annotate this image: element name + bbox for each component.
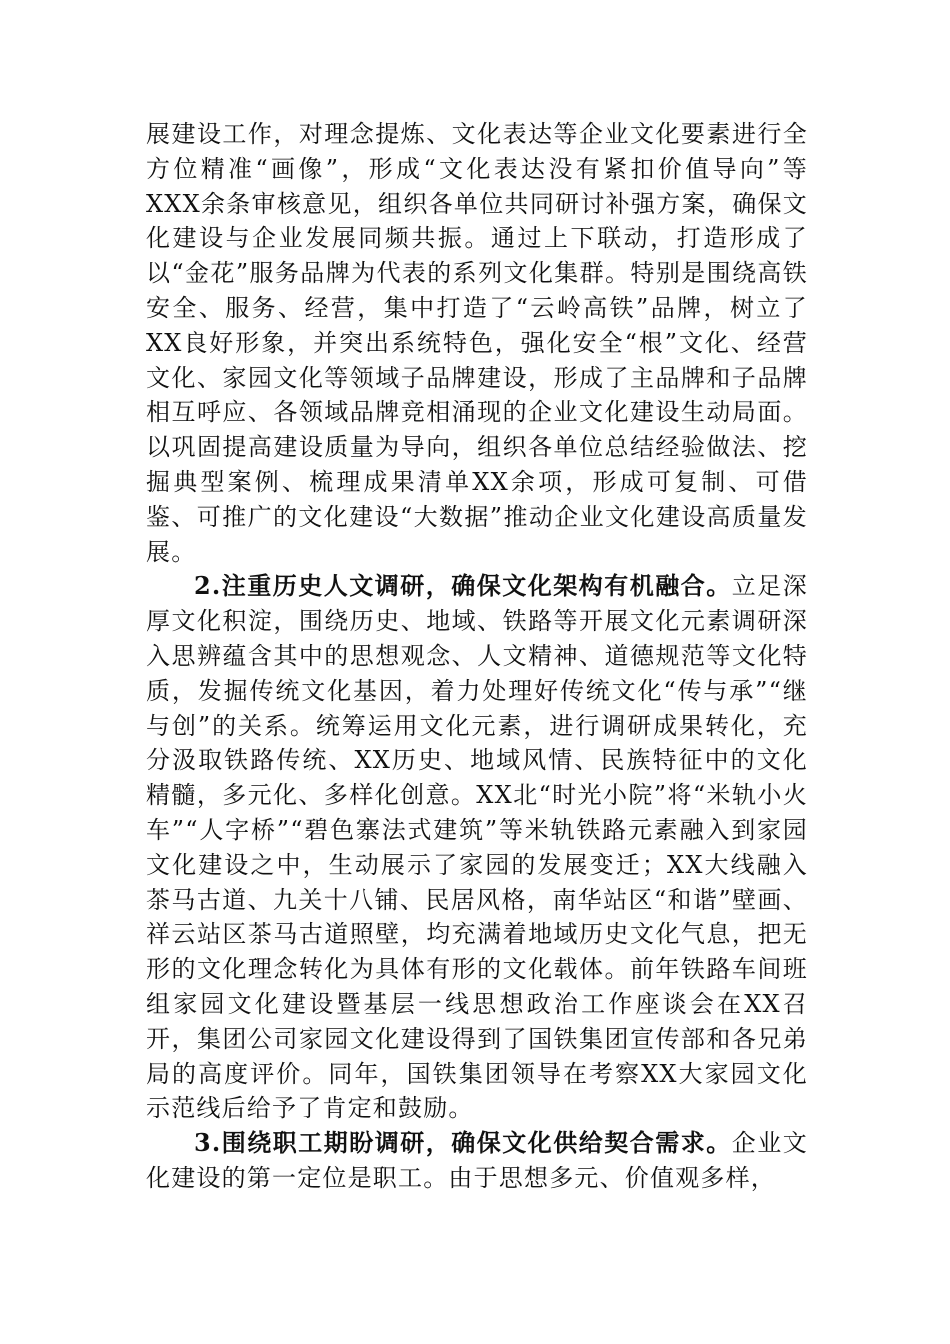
paragraph-2-heading: 2.注重历史人文调研，确保文化架构有机融合。 bbox=[194, 571, 732, 601]
paragraph-3-heading: 3.围绕职工期盼调研，确保文化供给契合需求。 bbox=[194, 1128, 732, 1158]
paragraph-2-text: 立足深厚文化积淀，围绕历史、地域、铁路等开展文化元素调研深入思辨蕴含其中的思想观念、人文精神、道德规范等文化特质，发掘传统文化基因，着力处理好传统文化“传与承”“继与创”的关系。统筹运用文化元素，进行调研成果转化，充分汲取铁路传统、XX历史、地域风情、民族特征中的文化精髓，多元化、多样化创意。XX北“时光小院”将“米轨小火车”“人字桥”“碧色寨法式建筑”等米轨铁路元素融入到家园文化建设之中，生动展示了家园的发展变迁；XX大线融入茶马古道、九关十八铺、民居风格，南华站区“和谐”壁画、祥云站区茶马古道照壁，均充满着地域历史文化气息，把无形的文化理念转化为具体有形的文化载体。前年铁路车间班组家园文化建设暨基层一线思想政治工作座谈会在XX召开，集团公司家园文化建设得到了国铁集团宣传部和各兄弟局的高度评价。同年，国铁集团领导在考察XX大家园文化示范线后给予了肯定和鼓励。 bbox=[146, 572, 809, 1123]
document-body bbox=[146, 117, 808, 1196]
paragraph-3 bbox=[146, 1126, 808, 1196]
paragraph-2 bbox=[146, 569, 808, 1126]
paragraph-1-text: 展建设工作，对理念提炼、文化表达等企业文化要素进行全方位精准“画像”，形成“文化表达没有紧扣价值导向”等XXX余条审核意见，组织各单位共同研讨补强方案，确保文化建设与企业发展同频共振。通过上下联动，打造形成了以“金花”服务品牌为代表的系列文化集群。特别是围绕高铁安全、服务、经营，集中打造了“云岭高铁”品牌，树立了XX良好形象，并突出系统特色，强化安全“根”文化、经营文化、家园文化等领域子品牌建设，形成了主品牌和子品牌相互呼应、各领域品牌竞相涌现的企业文化建设生动局面。以巩固提高建设质量为导向，组织各单位总结经验做法、挖掘典型案例、梳理成果清单XX余项，形成可复制、可借鉴、可推广的文化建设“大数据”推动企业文化建设高质量发展。 bbox=[146, 120, 808, 566]
paragraph-3-text: 企业文化建设的第一定位是职工。由于思想多元、价值观多样， bbox=[146, 1129, 809, 1192]
paragraph-1 bbox=[146, 117, 808, 569]
